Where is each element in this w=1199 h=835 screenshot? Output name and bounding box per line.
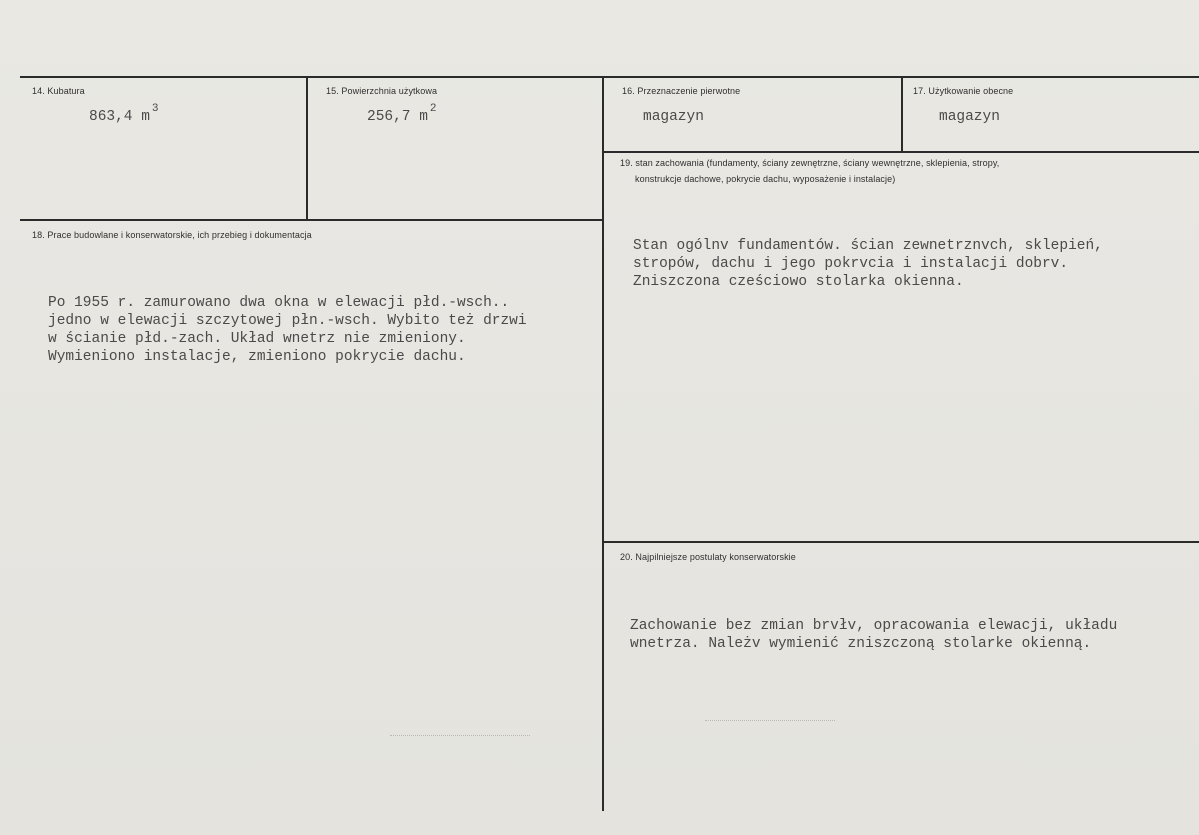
row-divider-right-upper bbox=[602, 151, 1199, 153]
field-19-line: Zniszczona cześciowo stolarka okienna. bbox=[633, 274, 964, 290]
field-16-value: magazyn bbox=[643, 109, 704, 125]
field-15-number: 256,7 m bbox=[367, 109, 428, 125]
field-18-line: w ścianie płd.-zach. Układ wnetrz nie zmieniony. bbox=[48, 331, 466, 347]
field-16-label: 16. Przeznaczenie pierwotne bbox=[622, 86, 741, 96]
field-17-label: 17. Użytkowanie obecne bbox=[913, 86, 1014, 96]
field-19-line: stropów, dachu i jego pokrvcia i instalacji dobrv. bbox=[633, 256, 1069, 272]
field-20-line: wnetrza. Należv wymienić zniszczoną stolarke okienną. bbox=[630, 636, 1092, 652]
field-15-label: 15. Powierzchnia użytkowa bbox=[326, 86, 438, 96]
left-column-divider bbox=[602, 76, 604, 811]
field-20-line: Zachowanie bez zmian brvłv, opracowania elewacji, układu bbox=[630, 618, 1118, 634]
field-14-value bbox=[89, 103, 159, 127]
divider-16-17 bbox=[901, 76, 903, 152]
dotted-guide bbox=[705, 720, 835, 722]
field-18-line: Wymieniono instalacje, zmieniono pokrycie dachu. bbox=[48, 349, 466, 365]
field-19-label-line2: konstrukcje dachowe, pokrycie dachu, wyposażenie i instalacje) bbox=[635, 174, 896, 184]
field-20-label: 20. Najpilniejsze postulaty konserwatorskie bbox=[620, 552, 796, 562]
field-14-exponent: 3 bbox=[151, 103, 159, 115]
field-17-value: magazyn bbox=[939, 109, 1000, 125]
divider-14-15 bbox=[306, 76, 308, 220]
dotted-guide bbox=[390, 735, 530, 737]
field-15-exponent: 2 bbox=[429, 103, 437, 115]
field-18-label: 18. Prace budowlane i konserwatorskie, ich przebieg i dokumentacja bbox=[32, 230, 312, 240]
field-14-label: 14. Kubatura bbox=[32, 86, 85, 96]
field-15-value bbox=[367, 103, 437, 127]
row-divider-left bbox=[20, 219, 604, 221]
top-border-line bbox=[20, 76, 1199, 78]
field-18-line: jedno w elewacji szczytowej płn.-wsch. Wybito też drzwi bbox=[48, 313, 527, 329]
field-18-line: Po 1955 r. zamurowano dwa okna w elewacji płd.-wsch.. bbox=[48, 295, 510, 311]
field-20-text bbox=[630, 581, 1117, 689]
field-18-text bbox=[48, 258, 527, 402]
field-19-text bbox=[633, 201, 1103, 327]
field-14-number: 863,4 m bbox=[89, 109, 150, 125]
field-19-label-line1: 19. stan zachowania (fundamenty, ściany zewnętrzne, ściany wewnętrzne, sklepienia, stropy, bbox=[620, 158, 1000, 168]
field-19-line: Stan ogólnv fundamentów. ścian zewnetrznvch, sklepień, bbox=[633, 238, 1103, 254]
row-divider-right-lower bbox=[602, 541, 1199, 543]
